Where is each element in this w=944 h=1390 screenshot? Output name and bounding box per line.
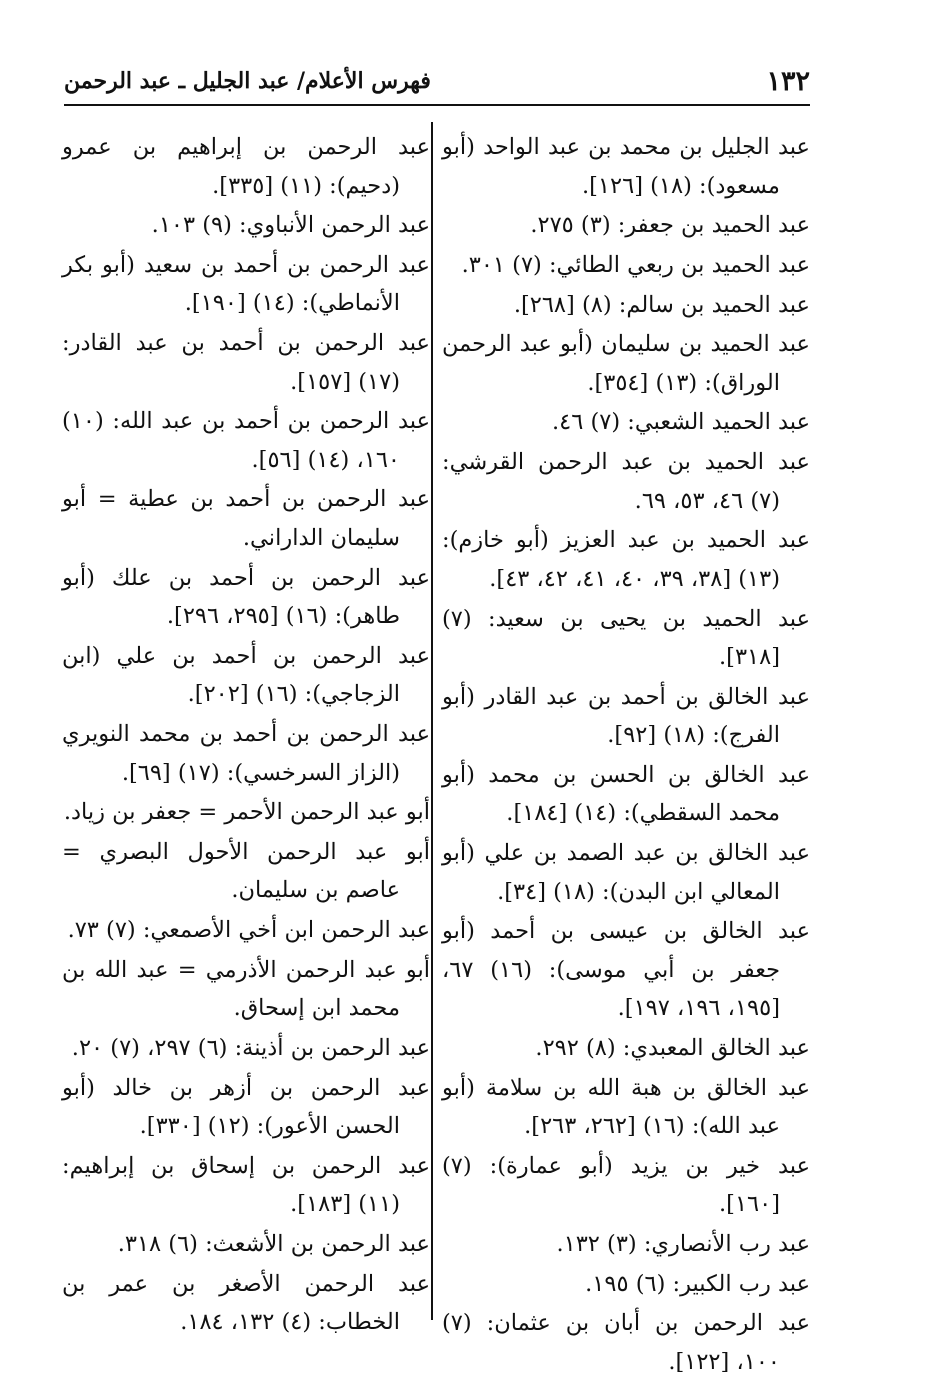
index-entry: أبو عبد الرحمن الأحمر = جعفر بن زياد.: [63, 799, 430, 826]
index-entry: عبد الرحمن ابن أخي الأصمعي: (٧) ٧٣.: [67, 917, 430, 944]
index-entry: عبد الخالق المعبدي: (٨) ٢٩٢.: [535, 1034, 810, 1061]
index-entry: عبد الرحمن بن أزهر بن خالد (أبو الحسن الأعور): (١٢) [٣٣٠].: [62, 1074, 430, 1140]
page-number: ١٣٢: [766, 65, 810, 97]
index-entry: عبد الحميد بن ربعي الطائي: (٧) ٣٠١.: [461, 251, 810, 278]
index-entry: عبد الحميد بن عبد العزيز (أبو خازم): (١٣) [٣٨، ٣٩، ٤٠، ٤١، ٤٢، ٤٣].: [442, 527, 810, 592]
index-entry: أبو عبد الرحمن الأذرمي = عبد الله بن محمد ابن إسحاق.: [62, 956, 430, 1022]
index-entry: عبد الجليل بن محمد بن عبد الواحد (أبو مسعود): (١٨) [١٢٦].: [442, 134, 810, 199]
index-entry: عبد الرحمن بن أحمد بن عطية = أبو سليمان الداراني.: [62, 486, 430, 551]
index-entry: عبد الرحمن بن أحمد بن محمد النويري (الزاز السرخسي): (١٧) [٦٩].: [62, 721, 430, 786]
column-divider: [431, 122, 433, 1320]
index-entry: عبد الرحمن بن أحمد بن علك (أبو طاهر): (١٦) [٢٩٥، ٢٩٦].: [62, 564, 430, 630]
index-entry: عبد الرحمن بن أبان بن عثمان: (٧) ١٠٠، [١٢٢].: [442, 1310, 810, 1375]
index-entry: أبو عبد الرحمن الأحول البصري = عاصم بن سليمان.: [62, 838, 430, 904]
index-entry: عبد الخالق بن عبد الصمد بن علي (أبو المعالي ابن البدن): (١٨) [٣٤].: [442, 840, 810, 905]
index-entry: عبد الحميد بن سليمان (أبو عبد الرحمن الوراق): (١٣) [٣٥٤].: [442, 331, 810, 396]
index-entry: عبد رب الأنصاري: (٣) ١٣٢.: [556, 1231, 810, 1257]
index-entry: عبد خير بن يزيد (أبو عمارة): (٧) [١٦٠].: [442, 1152, 810, 1218]
index-entry: عبد الخالق بن هبة الله بن سلامة (أبو عبد الله): (١٦) [٢٦٢، ٢٦٣].: [442, 1074, 810, 1140]
index-entry: عبد الخالق بن عيسى بن أحمد (أبو جعفر بن أبي موسى): (١٦) ٦٧، [١٩٥، ١٩٦، ١٩٧].: [442, 918, 810, 1022]
index-entry: عبد الحميد بن يحيى بن سعيد: (٧) [٣١٨].: [442, 605, 810, 670]
page-header: [64, 58, 810, 106]
index-entry: عبد الرحمن بن إسحاق بن إبراهيم: (١١) [١٨٣].: [62, 1152, 430, 1218]
index-entry: عبد الحميد بن جعفر: (٣) ٢٧٥.: [530, 212, 810, 239]
index-entry: عبد رب الكبير: (٦) ١٩٥.: [585, 1270, 810, 1297]
index-entry: عبد الرحمن الأنباوي: (٩) ١٠٣.: [151, 212, 430, 239]
index-entry: عبد الرحمن بن أذينة: (٦) ٢٩٧، (٧) ٢٠.: [71, 1034, 430, 1061]
index-entry: عبد الحميد الشعبي: (٧) ٤٦.: [551, 409, 810, 436]
index-entry: عبد الحميد بن عبد الرحمن القرشي: (٧) ٤٦، ٥٣، ٦٩.: [442, 449, 810, 514]
index-entry: عبد الرحمن بن أحمد بن علي (ابن الزجاجي): (١٦) [٢٠٢].: [62, 642, 430, 708]
index-entry: عبد الرحمن بن أحمد بن سعيد (أبو بكر الأنماطي): (١٤) [١٩٠].: [62, 251, 430, 317]
index-entry: عبد الخالق بن أحمد بن عبد القادر (أبو الفرج): (١٨) [٩٢].: [442, 683, 810, 749]
index-entry: عبد الرحمن بن إبراهيم بن عمرو (دحيم): (١١) [٣٣٥].: [62, 134, 430, 199]
index-entry: عبد الخالق بن الحسن بن محمد (أبو محمد السقطي): (١٤) [١٨٤].: [442, 761, 810, 827]
index-entry: عبد الرحمن بن أحمد بن عبد القادر: (١٧) [١٥٧].: [62, 330, 430, 395]
index-column-right: [442, 128, 810, 1383]
running-title: فهرس الأعلام/ عبد الجليل ـ عبد الرحمن: [64, 68, 431, 94]
index-column-left: [62, 128, 430, 1343]
index-entry: عبد الحميد بن سالم: (٨) [٢٦٨].: [513, 291, 810, 318]
index-entry: عبد الرحمن الأصغر بن عمر بن الخطاب: (٤) ١٣٢، ١٨٤.: [62, 1270, 430, 1336]
index-entry: عبد الرحمن بن أحمد بن عبد الله: (١٠) ١٦٠، (١٤) [٥٦].: [62, 408, 430, 473]
index-entry: عبد الرحمن بن الأشعث: (٦) ٣١٨.: [117, 1231, 430, 1257]
